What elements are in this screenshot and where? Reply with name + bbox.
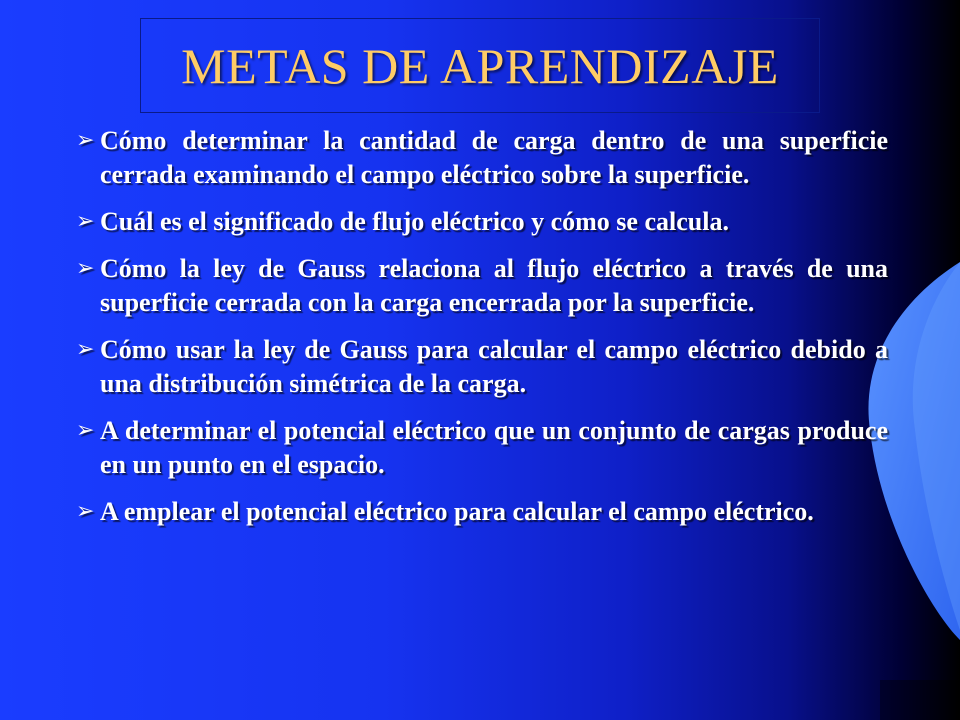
bullet-text: Cómo usar la ley de Gauss para calcular el campo eléctrico debido a una distribución simétrica de la carga. bbox=[100, 335, 888, 398]
arrowhead-bullet-icon: ➢ bbox=[76, 418, 95, 443]
title-box bbox=[140, 18, 820, 113]
slide-title: METAS DE APRENDIZAJE bbox=[181, 37, 779, 94]
bullet-item bbox=[74, 414, 888, 482]
arrowhead-bullet-icon: ➢ bbox=[76, 128, 95, 153]
arrowhead-bullet-icon: ➢ bbox=[76, 337, 95, 362]
bullet-item bbox=[74, 252, 888, 320]
bullet-text: Cuál es el significado de flujo eléctrico y cómo se calcula. bbox=[100, 207, 729, 236]
bullet-text: Cómo determinar la cantidad de carga dentro de una superficie cerrada examinando el campo eléctrico sobre la superficie. bbox=[100, 126, 888, 189]
arrowhead-bullet-icon: ➢ bbox=[76, 256, 95, 281]
bullet-item bbox=[74, 495, 888, 529]
bullet-text: A emplear el potencial eléctrico para calcular el campo eléctrico. bbox=[100, 497, 814, 526]
bullet-item bbox=[74, 333, 888, 401]
bullet-text: A determinar el potencial eléctrico que un conjunto de cargas produce en un punto en el espacio. bbox=[100, 416, 888, 479]
bullet-item bbox=[74, 124, 888, 192]
bullet-text: Cómo la ley de Gauss relaciona al flujo eléctrico a través de una superficie cerrada con la carga encerrada por la superficie. bbox=[100, 254, 888, 317]
bullet-list bbox=[74, 124, 888, 542]
arrowhead-bullet-icon: ➢ bbox=[76, 209, 95, 234]
bullet-item bbox=[74, 205, 888, 239]
arrowhead-bullet-icon: ➢ bbox=[76, 499, 95, 524]
